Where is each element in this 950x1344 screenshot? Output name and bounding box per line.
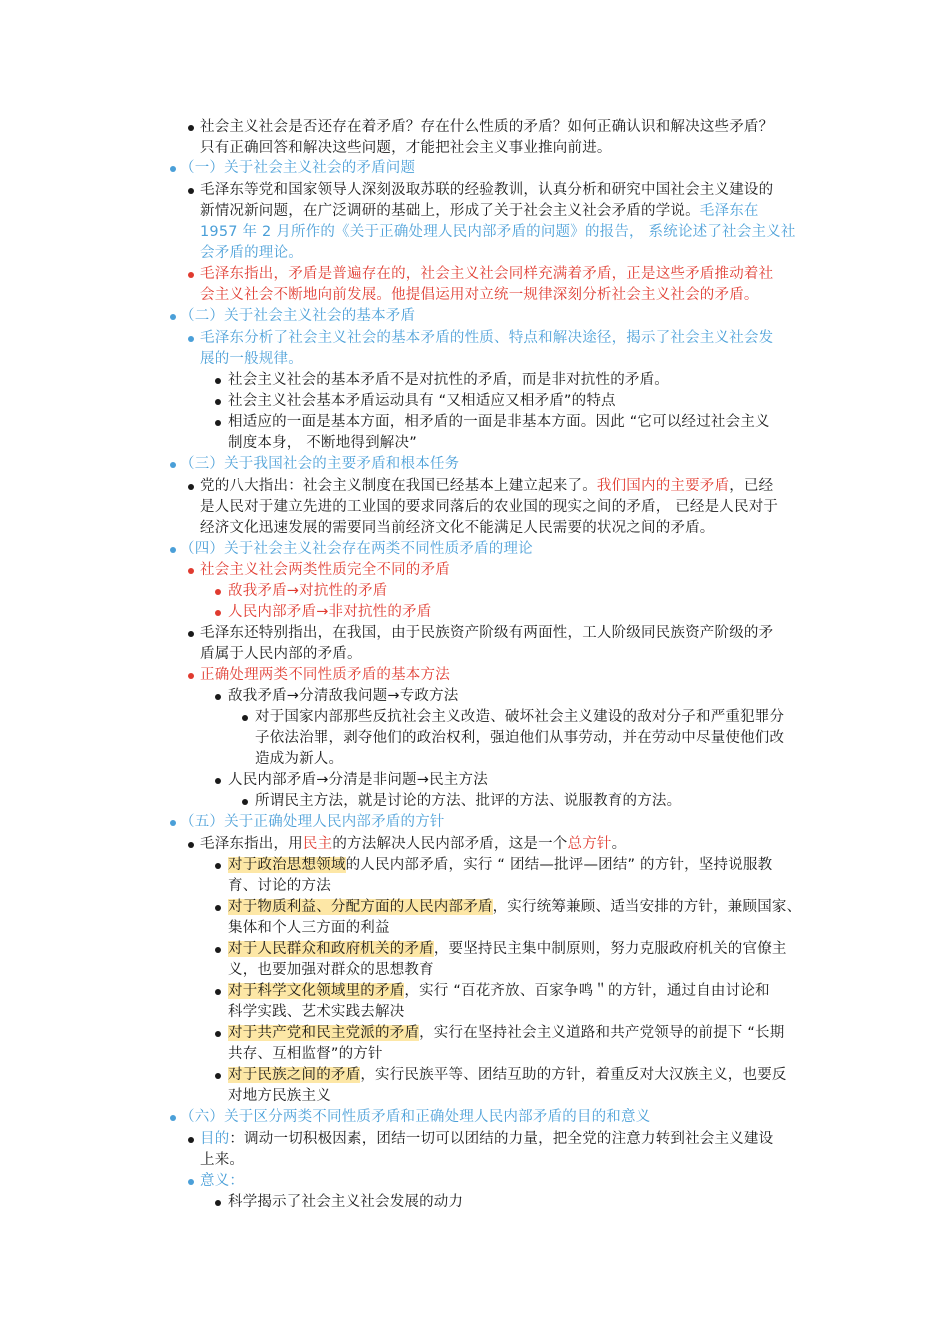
bullet xyxy=(188,1179,194,1185)
text-span-blue: 毛泽东在 xyxy=(699,203,759,219)
bullet xyxy=(215,863,221,869)
list-item: 人民内部矛盾→非对抗性的矛盾 xyxy=(228,604,432,620)
list-item: 科学实践、艺术实践去解决 xyxy=(228,1004,405,1020)
paragraph-line xyxy=(200,201,759,222)
list-item xyxy=(228,939,787,960)
highlight-span: 对于人民群众和政府机关的矛盾 xyxy=(228,941,434,957)
list-item xyxy=(228,1065,787,1086)
paragraph-line: 会矛盾的理论。 xyxy=(200,245,303,261)
highlight-span: 对于科学文化领域里的矛盾 xyxy=(228,983,405,999)
section-heading-6: （六）关于区分两类不同性质矛盾和正确处理人民内部矛盾的目的和意义 xyxy=(180,1109,651,1125)
list-item: 社会主义社会的基本矛盾不是对抗性的矛盾，而是非对抗性的矛盾。 xyxy=(228,372,669,388)
bullet xyxy=(188,631,194,637)
section-heading-2: （二）关于社会主义社会的基本矛盾 xyxy=(180,308,416,324)
text-span-red: 总方针 xyxy=(567,836,612,852)
bullet xyxy=(215,399,221,405)
section-heading-5: （五）关于正确处理人民内部矛盾的方针 xyxy=(180,814,445,830)
intro-line: 社会主义社会是否还存在着矛盾？存在什么性质的矛盾？如何正确认识和解决这些矛盾？ xyxy=(200,119,774,135)
list-item: 子依法治罪，剥夺他们的政治权利，强迫他们从事劳动，并在劳动中尽量使他们改 xyxy=(255,730,785,746)
bullet xyxy=(170,166,176,172)
text-span: ：调动一切积极因素，团结一切可以团结的力量，把全党的注意力转到社会主义建设 xyxy=(229,1131,774,1147)
list-item: 集体和个人三方面的利益 xyxy=(228,920,390,936)
highlight-span: 对于物质利益、分配方面的人民内部矛盾 xyxy=(228,899,493,915)
text-span: ，已经 xyxy=(729,478,774,494)
paragraph-line: 毛泽东指出，矛盾是普遍存在的，社会主义社会同样充满着矛盾，正是这些矛盾推动着社 xyxy=(200,266,774,282)
bullet xyxy=(215,1031,221,1037)
paragraph-line xyxy=(200,1129,773,1150)
text-span: 毛泽东指出，用 xyxy=(200,836,303,852)
list-item: 社会主义社会基本矛盾运动具有 “又相适应又相矛盾”的特点 xyxy=(228,393,616,409)
text-span: 。 xyxy=(611,836,627,852)
bullet xyxy=(215,778,221,784)
paragraph-line: 1957 年 2 月所作的《关于正确处理人民内部矛盾的问题》的报告， 系统论述了社会主义社 xyxy=(200,224,796,240)
text-span: ，实行在坚持社会主义道路和共产党领导的前提下 “长期 xyxy=(419,1025,785,1041)
text-span: ，实行民族平等、团结互助的方针，着重反对大汉族主义，也要反 xyxy=(360,1067,787,1083)
text-span-blue: 意义 xyxy=(200,1173,230,1189)
paragraph-line xyxy=(200,834,626,855)
text-span-red: 我们国内的主要矛盾 xyxy=(596,478,730,494)
paragraph-line: 经济文化迅速发展的需要同当前经济文化不能满足人民需要的状况之间的矛盾。 xyxy=(200,520,715,536)
text-span: ，实行 “百花齐放、百家争鸣＂的方针，通过自由讨论和 xyxy=(404,983,770,999)
list-item: 制度本身， 不断地得到解决” xyxy=(228,435,417,451)
bullet xyxy=(242,715,248,721)
bullet xyxy=(188,336,194,342)
list-item: 所谓民主方法，就是讨论的方法、批评的方法、说服教育的方法。 xyxy=(255,793,682,809)
list-item: 共存、互相监督”的方针 xyxy=(228,1046,383,1062)
list-item: 敌我矛盾→分清敌我问题→专政方法 xyxy=(228,688,459,704)
list-item xyxy=(200,1171,244,1192)
list-item xyxy=(228,855,772,876)
paragraph-line: 会主义社会不断地向前发展。他提倡运用对立统一规律深刻分析社会主义社会的矛盾。 xyxy=(200,287,759,303)
list-item: 人民内部矛盾→分清是非问题→民主方法 xyxy=(228,772,488,788)
bullet xyxy=(242,799,248,805)
bullet xyxy=(188,673,194,679)
list-item: 正确处理两类不同性质矛盾的基本方法 xyxy=(200,667,450,683)
text-span-blue: ： xyxy=(229,1173,245,1189)
bullet xyxy=(215,420,221,426)
bullet xyxy=(215,1200,221,1206)
list-item: 对于国家内部那些反抗社会主义改造、破坏社会主义建设的敌对分子和严重犯罪分 xyxy=(255,709,785,725)
text-span: 的人民内部矛盾，实行 “ 团结—批评—团结” 的方针，坚持说服教 xyxy=(345,857,773,873)
bullet xyxy=(215,947,221,953)
list-item: 社会主义社会两类性质完全不同的矛盾 xyxy=(200,562,450,578)
paragraph-line: 上来。 xyxy=(200,1152,245,1168)
bullet xyxy=(215,610,221,616)
list-item: 相适应的一面是基本方面，相矛盾的一面是非基本方面。因此 “它可以经过社会主义 xyxy=(228,414,770,430)
paragraph-line: 毛泽东还特别指出，在我国，由于民族资产阶级有两面性，工人阶级同民族资产阶级的矛 xyxy=(200,625,774,641)
list-item: 义，也要加强对群众的思想教育 xyxy=(228,962,434,978)
text-span: 新情况新问题，在广泛调研的基础上，形成了关于社会主义社会矛盾的学说。 xyxy=(200,203,700,219)
highlight-span: 对于共产党和民主党派的矛盾 xyxy=(228,1025,420,1041)
list-item: 对地方民族主义 xyxy=(228,1088,331,1104)
bullet xyxy=(188,272,194,278)
bullet xyxy=(170,1115,176,1121)
bullet xyxy=(170,820,176,826)
bullet xyxy=(215,989,221,995)
bullet xyxy=(188,1137,194,1143)
text-span: ，实行统筹兼顾、适当安排的方针，兼顾国家、 xyxy=(492,899,802,915)
list-item: 育、讨论的方法 xyxy=(228,878,331,894)
bullet xyxy=(215,1073,221,1079)
bullet xyxy=(215,378,221,384)
text-span-red: 民主 xyxy=(302,836,333,852)
paragraph-line: 毛泽东分析了社会主义社会的基本矛盾的性质、特点和解决途径，揭示了社会主义社会发 xyxy=(200,330,774,346)
bullet xyxy=(215,905,221,911)
bullet xyxy=(188,484,194,490)
intro-line: 只有正确回答和解决这些问题，才能把社会主义事业推向前进。 xyxy=(200,140,612,156)
bullet xyxy=(170,462,176,468)
bullet xyxy=(188,188,194,194)
list-item: 造成为新人。 xyxy=(255,751,344,767)
bullet xyxy=(188,842,194,848)
bullet xyxy=(188,568,194,574)
text-span-blue: 目的 xyxy=(200,1131,230,1147)
section-heading-4: （四）关于社会主义社会存在两类不同性质矛盾的理论 xyxy=(180,541,533,557)
bullet xyxy=(188,125,194,131)
list-item xyxy=(228,981,770,1002)
bullet xyxy=(215,589,221,595)
text-span: 的方法解决人民内部矛盾，这是一个 xyxy=(332,836,568,852)
paragraph-line: 毛泽东等党和国家领导人深刻汲取苏联的经验教训，认真分析和研究中国社会主义建设的 xyxy=(200,182,774,198)
list-item xyxy=(228,1023,784,1044)
bullet xyxy=(170,547,176,553)
bullet xyxy=(170,314,176,320)
text-span: 党的八大指出：社会主义制度在我国已经基本上建立起来了。 xyxy=(200,478,597,494)
highlight-span: 对于政治思想领域 xyxy=(228,857,346,873)
paragraph-line xyxy=(200,476,773,497)
paragraph-line: 盾属于人民内部的矛盾。 xyxy=(200,646,362,662)
paragraph-line: 展的一般规律。 xyxy=(200,351,303,367)
list-item xyxy=(228,897,801,918)
section-heading-1: （一）关于社会主义社会的矛盾问题 xyxy=(180,160,416,176)
section-heading-3: （三）关于我国社会的主要矛盾和根本任务 xyxy=(180,456,460,472)
list-item: 敌我矛盾→对抗性的矛盾 xyxy=(228,583,388,599)
list-item: 科学揭示了社会主义社会发展的动力 xyxy=(228,1194,464,1210)
highlight-span: 对于民族之间的矛盾 xyxy=(228,1067,361,1083)
paragraph-line: 是人民对于建立先进的工业国的要求同落后的农业国的现实之间的矛盾， 已经是人民对于 xyxy=(200,499,779,515)
bullet xyxy=(215,694,221,700)
text-span: ，要坚持民主集中制原则，努力克服政府机关的官僚主 xyxy=(433,941,787,957)
